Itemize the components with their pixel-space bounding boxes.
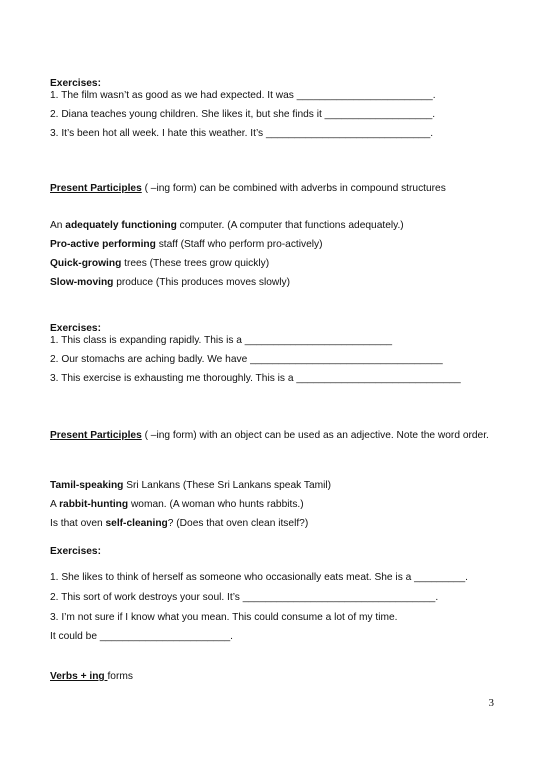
example-bold: Quick-growing <box>50 258 122 269</box>
exercise-item: 1. The film wasn’t as good as we had expected. It was ________________________. <box>50 90 436 101</box>
section-title-rest: ( –ing form) can be combined with adverbs in compound structures <box>141 183 446 194</box>
example-pre: A <box>50 499 60 510</box>
exercise-heading: Exercises: <box>50 323 101 334</box>
section-title-bold: Verbs + ing <box>50 671 108 682</box>
example-pre: An <box>50 220 66 231</box>
example-line <box>50 219 404 232</box>
section-title-bold: Present Participles <box>50 430 142 441</box>
section-title-rest: ( –ing form) with an object can be used as an adjective. Note the word order. <box>141 430 489 441</box>
example-line <box>50 257 269 270</box>
exercise-item: 2. Diana teaches young children. She likes it, but she finds it ___________________. <box>50 109 436 120</box>
example-bold: Slow-moving <box>50 277 114 288</box>
example-rest: ? (Does that oven clean itself?) <box>167 518 309 529</box>
example-bold: rabbit-hunting <box>59 499 129 510</box>
example-bold: Pro-active performing <box>50 239 156 250</box>
section-title <box>50 182 446 195</box>
section-title <box>50 670 133 683</box>
example-pre: Is that oven <box>50 518 106 529</box>
example-rest: woman. (A woman who hunts rabbits.) <box>128 499 304 510</box>
example-bold: Tamil-speaking <box>50 480 124 491</box>
exercise-heading: Exercises: <box>50 78 101 89</box>
example-rest: Sri Lankans (These Sri Lankans speak Tamil) <box>123 480 332 491</box>
exercise-item: 3. I’m not sure if I know what you mean. This could consume a lot of my time. <box>50 612 398 623</box>
example-line <box>50 517 308 530</box>
example-rest: produce (This produces moves slowly) <box>113 277 291 288</box>
exercise-item: 2. This sort of work destroys your soul. It’s __________________________________. <box>50 592 439 603</box>
exercise-item: 3. It’s been hot all week. I hate this weather. It’s _____________________________. <box>50 128 434 139</box>
example-line <box>50 238 323 251</box>
page-number: 3 <box>488 697 494 709</box>
example-bold: self-cleaning <box>105 518 168 529</box>
exercise-item: 2. Our stomachs are aching badly. We have __________________________________ <box>50 354 443 365</box>
exercise-item: 1. This class is expanding rapidly. This is a __________________________ <box>50 335 393 346</box>
exercise-item: It could be _______________________. <box>50 631 233 642</box>
example-rest: computer. (A computer that functions adequately.) <box>176 220 404 231</box>
exercise-heading: Exercises: <box>50 546 101 557</box>
exercise-item: 1. She likes to think of herself as someone who occasionally eats meat. She is a _________. <box>50 572 468 583</box>
example-rest: trees (These trees grow quickly) <box>121 258 270 269</box>
example-line <box>50 276 290 289</box>
example-rest: staff (Staff who perform pro-actively) <box>155 239 323 250</box>
example-line <box>50 479 331 492</box>
section-title-bold: Present Participles <box>50 183 142 194</box>
example-line <box>50 498 304 511</box>
section-title <box>50 429 505 442</box>
example-bold: adequately functioning <box>65 220 177 231</box>
section-title-rest: forms <box>107 671 133 682</box>
exercise-item: 3. This exercise is exhausting me thoroughly. This is a _____________________________ <box>50 373 461 384</box>
